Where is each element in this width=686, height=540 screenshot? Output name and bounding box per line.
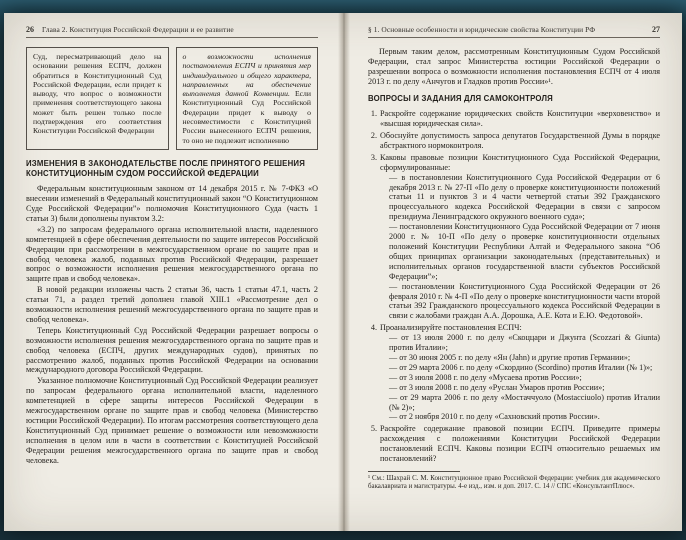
paragraph: Федеральным конституционным законом от 14 декабря 2015 г. № 7-ФКЗ «О внесении изменений в Федеральный конституционный закон “О Конституционном Суде Российской Федерации”» полномочия Конституционного Суда (часть 1 статьи 3) были дополнены пунктом 3.2:	[26, 184, 318, 223]
question-subitem: — от 3 июля 2008 г. по делу «Мусаева против России»;	[389, 372, 582, 382]
question-subitem: — от 29 марта 2006 г. по делу «Мостаччуоло (Mostacciuolo) против Италии (№ 2)»;	[389, 392, 660, 412]
excerpt-boxes	[26, 47, 318, 150]
page-number-right: 27	[652, 25, 660, 34]
page-gutter	[338, 13, 350, 531]
excerpt-box-right	[176, 47, 319, 150]
book-spread	[4, 13, 682, 531]
self-check-questions-list	[368, 109, 660, 464]
question-number: 1.	[370, 109, 377, 119]
footnote-block	[368, 471, 660, 492]
question-item	[368, 153, 660, 321]
question-item	[368, 131, 660, 151]
excerpt-box-right-regular-text: Если Конституционный Суд Российской Федерации придет к выводу о несовместимости с Конституцией России вынесенного ЕСПЧ решения, то оно не подлежит исполнению	[182, 89, 311, 145]
question-item	[368, 424, 660, 464]
intro-paragraph: Первым таким делом, рассмотренным Конституционным Судом Российской Федерации, стал запрос Министерства юстиции Российской Федерации о разрешении вопроса о возможности исполнения постановления ЕСПЧ от 4 июля 2013 г. по делу «Анчугов и Гладков против России»¹.	[368, 47, 660, 86]
section-heading-right: ВОПРОСЫ И ЗАДАНИЯ ДЛЯ САМОКОНТРОЛЯ	[368, 93, 553, 103]
section-heading-left: ИЗМЕНЕНИЯ В ЗАКОНОДАТЕЛЬСТВЕ ПОСЛЕ ПРИНЯТОГО РЕШЕНИЯ КОНСТИТУЦИОННЫМ СУДОМ РОССИЙСКОЙ ФЕДЕРАЦИИ	[26, 158, 306, 178]
question-item	[368, 323, 660, 422]
question-body	[380, 153, 660, 321]
question-item	[368, 109, 660, 129]
excerpt-box-left-text: Суд, пересматривающий дело на основании решения ЕСПЧ, должен обратиться в Конституционный Суд Российской Федерации, если придет к выводу, что вопрос о возможности применения соответствующего закона может быть решен только после подтверждения его соответствия Конституции Российской Федерации	[33, 52, 162, 136]
question-subitem: — от 30 июня 2005 г. по делу «Ян (Jahn) и другие против Германии»;	[389, 352, 631, 362]
right-page	[350, 13, 682, 531]
paragraph: Указанное полномочие Конституционный Суд Российской Федерации реализует по запросам федерального органа исполнительной власти, наделенного компетенцией в сфере защиты интересов Российской Федерации в межгосударственном органе по защите прав и свобод человека (Министерство юстиции Российской Федерации). По итогам рассмотрения соответствующего дела Конституционный Суд принимает решение о возможности или невозможности исполнения в целом или в части в соответствии с Конституцией Российской Федерации решения межгосударственного органа по защите прав и свобод человека.	[26, 376, 318, 465]
footnote: ¹ См.: Шахрай С. М. Конституционное право Российской Федерации: учебник для академического бакалавриата и магистратуры. 4-е изд., изм. и доп. 2017. С. 14 // СПС «КонсультантПлюс».	[368, 474, 660, 491]
footnote-rule	[368, 471, 460, 472]
running-header-right	[368, 25, 660, 38]
question-body	[380, 424, 660, 464]
paragraph: Теперь Конституционный Суд Российской Федерации разрешает вопросы о возможности исполнения решения межгосударственного органа по защите прав и свобод человека (ЕСПЧ, других международных судов), принятых по рассмотрению жалоб, поданных против Российской Федерации на основании международного договора Российской Федерации.	[26, 325, 318, 375]
question-number: 3.	[370, 152, 377, 162]
question-number: 4.	[370, 323, 377, 333]
question-subitem: — в постановлении Конституционного Суда Российской Федерации от 6 декабря 2013 г. № 27-П «По делу о проверке конституционности положений статьи 11 и пунктов 3 и 4 части четвертой статьи 392 Гражданского процессуального кодекса Российской Федерации в связи с запросом президиума Ленинградского окружного военного суда»;	[389, 172, 660, 222]
question-body	[380, 109, 660, 129]
question-text: Раскройте содержание юридических свойств Конституции «верховенство» и «высшая юридическая сила».	[380, 109, 660, 129]
question-text: Обоснуйте допустимость запроса депутатов Государственной Думы в порядке абстрактного нормоконтроля.	[380, 131, 660, 150]
question-subitem: — от 29 марта 2006 г. по делу «Скордино (Scordino) против Италии (№ 1)»;	[389, 362, 653, 372]
question-subitem: — постановлении Конституционного Суда Российской Федерации от 7 июня 2000 г. № 10-П «По делу о проверке конституционности отдельных положений Конституции Республики Алтай и Федерального закона “Об общих принципах организации законодательных (представительных) и исполнительных органов государственной власти субъектов Российской Федерации”»;	[389, 222, 660, 281]
running-header-title-right: § 1. Основные особенности и юридические свойства Конституции РФ	[368, 25, 596, 34]
question-text: Раскройте содержание правовой позиции ЕСПЧ. Приведите примеры расхождения с положениями Конституции Российской Федерации постановлений ЕСПЧ. Каковы позиции ЕСПЧ относительно решаемых им постановлений?	[380, 424, 660, 464]
question-body	[380, 131, 660, 151]
running-header-left	[26, 25, 318, 38]
question-subitem: — от 13 июля 2000 г. по делу «Скоццари и Джунта (Scozzari & Giunta) против Италии»;	[389, 333, 660, 353]
excerpt-box-right-italic-text: о возможности исполнения постановления ЕСПЧ и принятия мер индивидуального и общего характера, направленных на обеспечение выполнения данной Конвенции.	[182, 52, 311, 99]
paragraph: В новой редакции изложены часть 2 статьи 36, часть 1 статьи 47.1, часть 2 статьи 71, а раздел третий дополнен главой XIII.1 «Рассмотрение дел о возможности исполнения решений межгосударственного органа по защите прав и свобод человека».	[26, 285, 318, 324]
paragraph: «3.2) по запросам федерального органа исполнительной власти, наделенного компетенцией в сфере обеспечения деятельности по защите интересов Российской Федерации при рассмотрении в межгосударственном органе по защите прав и свобод человека жалоб, поданных против Российской Федерации, разрешает вопрос о возможности исполнения решения межгосударственного органа по защите прав и свобод человека».	[26, 224, 318, 284]
question-body	[380, 323, 660, 422]
question-number: 5.	[370, 424, 377, 434]
question-text: Проанализируйте постановления ЕСПЧ:	[380, 323, 522, 333]
running-header-title-left: Глава 2. Конституция Российской Федерации и ее развитие	[42, 25, 234, 34]
left-page	[4, 13, 338, 531]
excerpt-box-left	[26, 47, 169, 150]
page-number-left: 26	[26, 25, 34, 34]
question-number: 2.	[370, 131, 377, 141]
question-subitem: — от 2 ноября 2010 г. по делу «Сахновский против России».	[389, 412, 600, 422]
question-text: Каковы правовые позиции Конституционного Суда Российской Федерации, сформулированные:	[380, 152, 660, 172]
question-subitem: — от 3 июля 2008 г. по делу «Руслан Умаров против России»;	[389, 382, 605, 392]
question-subitem: — постановлении Конституционного Суда Российской Федерации от 26 февраля 2010 г. № 4-П «По делу о проверке конституционности части второй статьи 392 Гражданского процессуального кодекса Российской Федерации в связи с жалобами граждан А.А. Дорошка, А.Е. Кота и Е.Ю. Федотовой».	[389, 281, 660, 321]
